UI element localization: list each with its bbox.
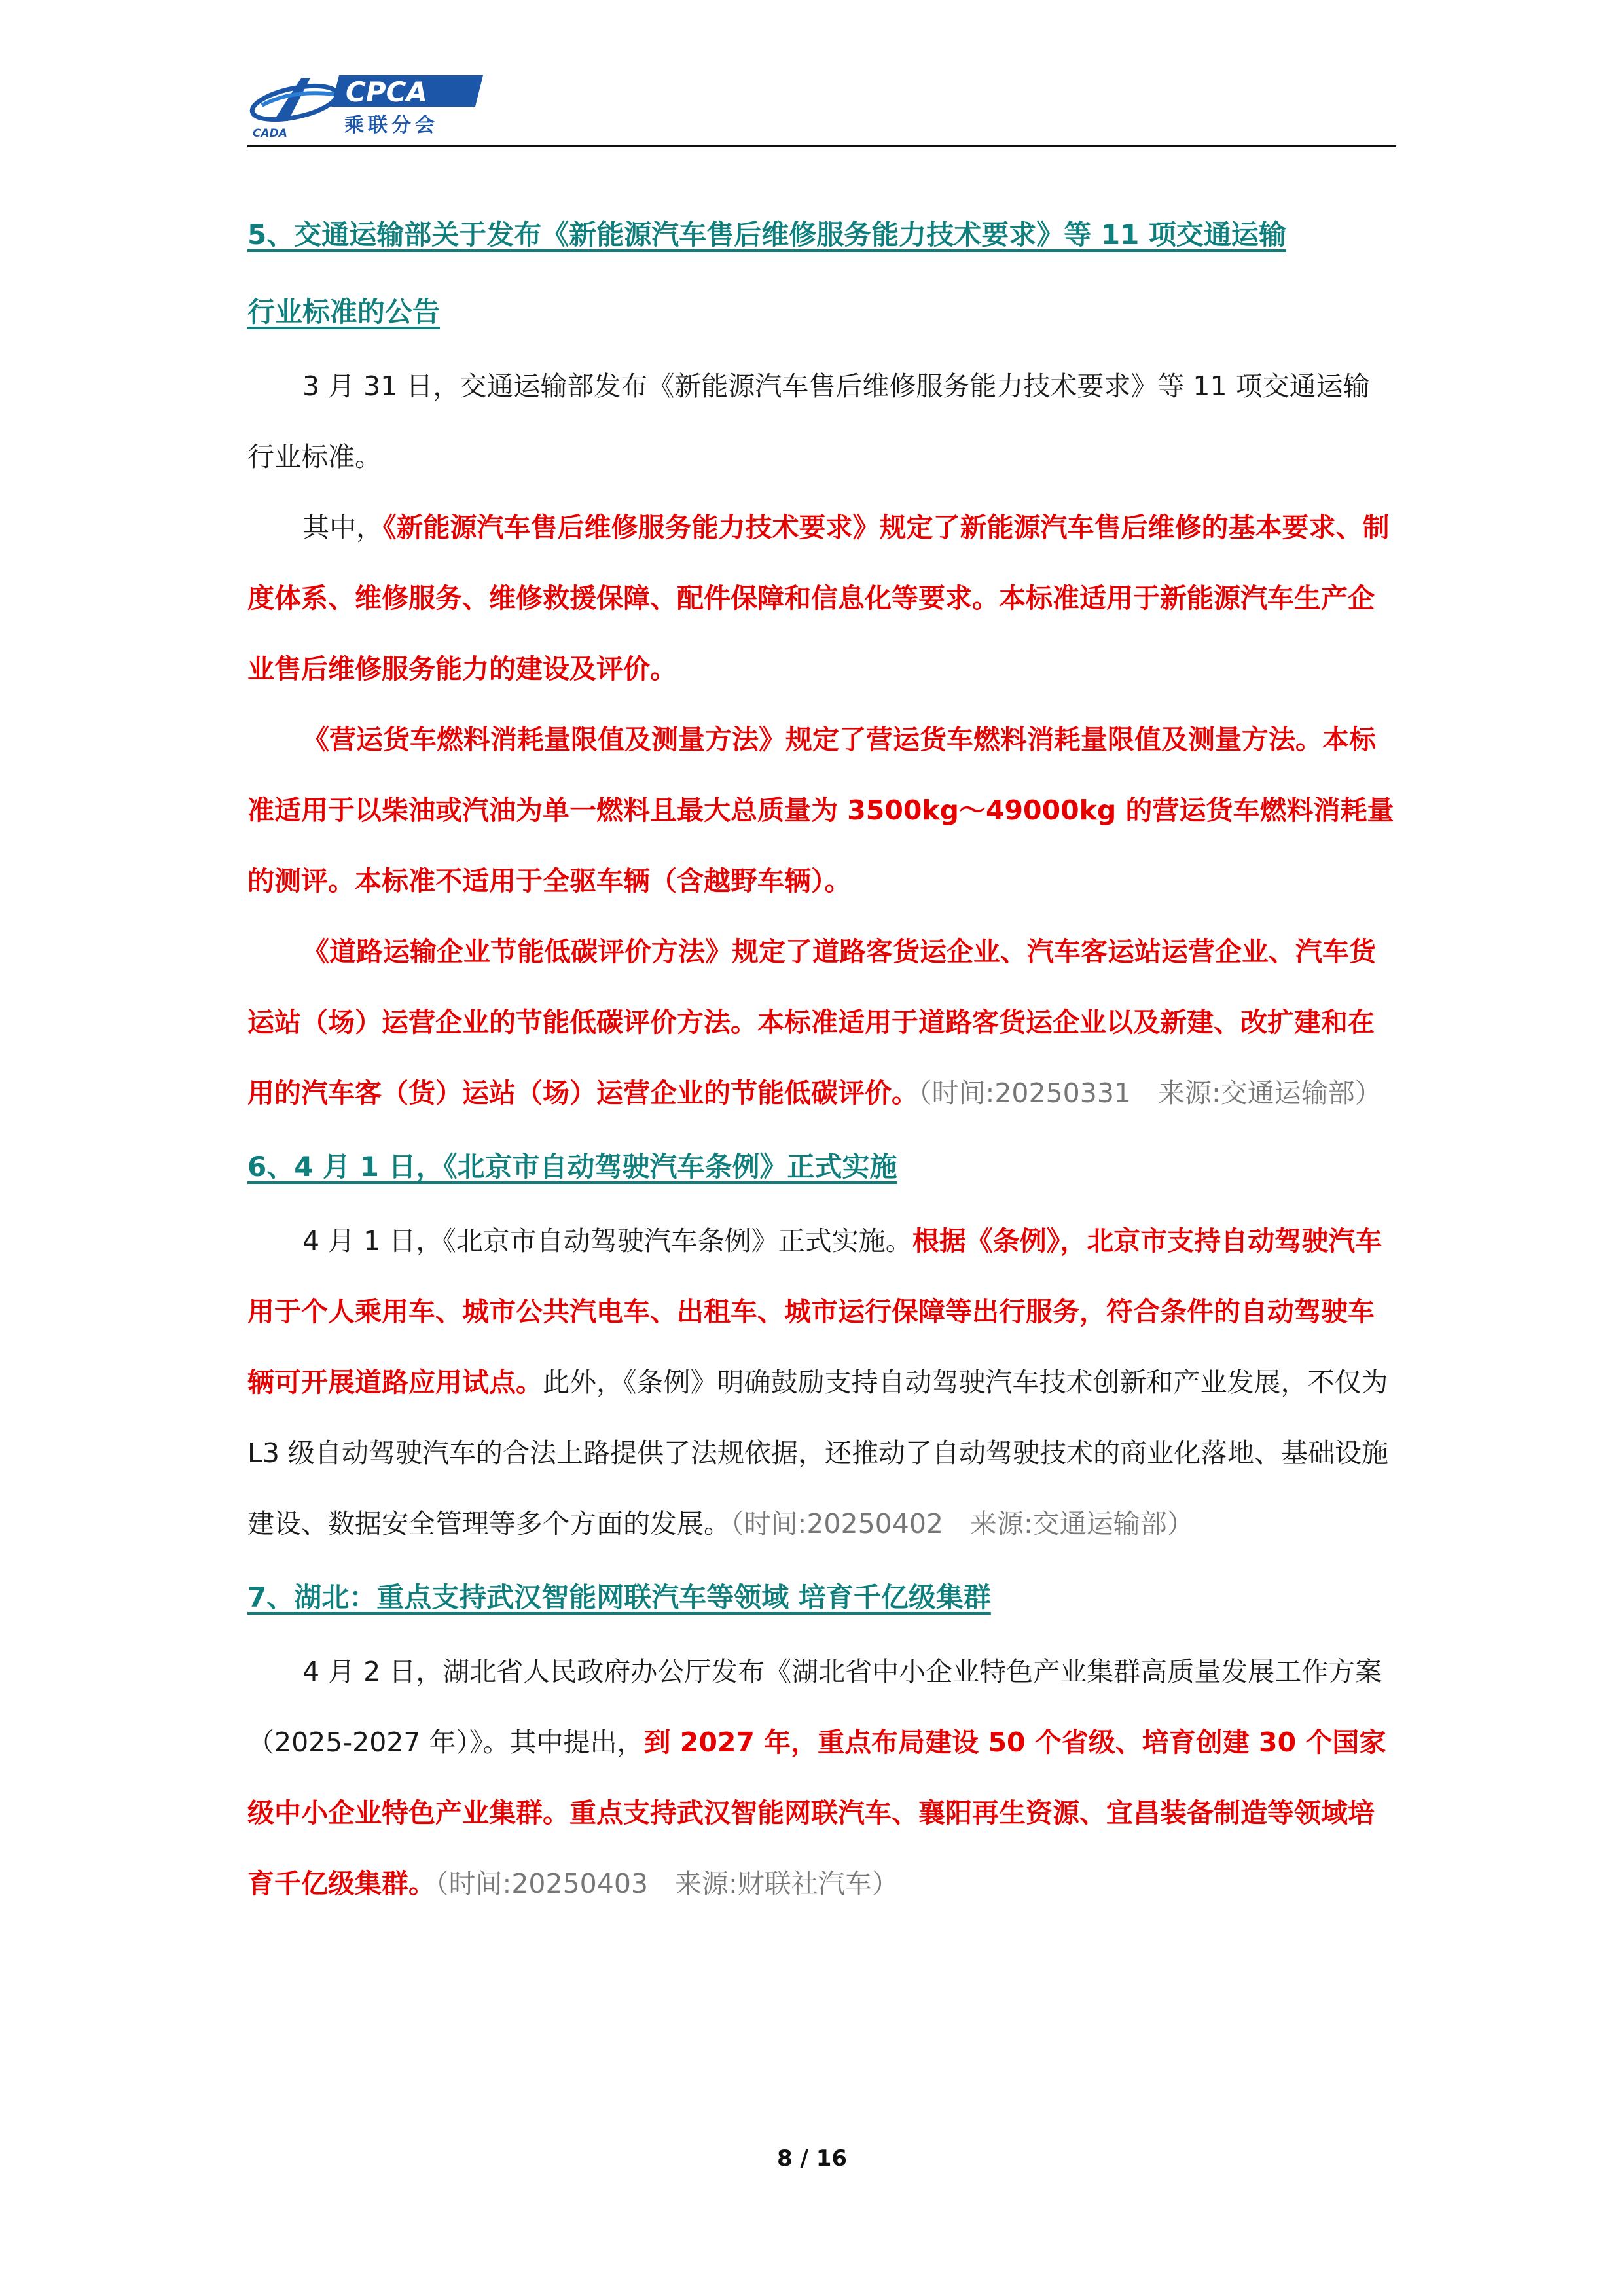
page-total: 16 [816, 2145, 848, 2172]
section-6-lead: 4 月 1 日，《北京市自动驾驶汽车条例》正式实施。 [302, 1225, 912, 1257]
section-7-source: （时间:20250403 来源:财联社汽车） [435, 1868, 899, 1899]
logo-text: CPCA [346, 76, 427, 108]
section-5-heading-line2: 行业标准的公告 [247, 296, 441, 328]
cpca-logo [247, 69, 483, 141]
logo-subtitle: 乘联分会 [344, 114, 439, 137]
section-5-p2-lead: 其中， [302, 512, 383, 543]
section-6-heading: 6、4 月 1 日，《北京市自动驾驶汽车条例》正式实施 [247, 1151, 897, 1183]
section-5-paragraph-2 [247, 492, 1396, 704]
section-5-p3-emphasis: 《营运货车燃料消耗量限值及测量方法》规定了营运货车燃料消耗量限值及测量方法。本标准适用于以柴油或汽油为单一燃料且最大总质量为 3500kg～49000kg 的营运货车燃料消耗量的测评。本标准不适用于全驱车辆（含越野车辆）。 [247, 724, 1394, 897]
page-separator: / [800, 2145, 808, 2172]
logo-mark-text: CADA [253, 127, 287, 140]
section-5-paragraph-1: 3 月 31 日，交通运输部发布《新能源汽车售后维修服务能力技术要求》等 11 项交通运输行业标准。 [247, 370, 1370, 473]
header-divider [247, 145, 1396, 147]
page-number [0, 2145, 1624, 2172]
section-7-emphasis: 到 2027 年，重点布局建设 50 个省级、培育创建 30 个国家级中小企业特色产业集群。重点支持武汉智能网联汽车、襄阳再生资源、宜昌装备制造等领域培育千亿级集群。 [247, 1727, 1386, 1899]
section-5-heading [247, 196, 1396, 351]
page-header [247, 62, 1396, 147]
section-6-tail: 此外，《条例》明确鼓励支持自动驾驶汽车技术创新和产业发展，不仅为 L3 级自动驾驶汽车的合法上路提供了法规依据，还推动了自动驾驶技术的商业化落地、基础设施建设、数据安全管理等多个方面的发展。 [247, 1367, 1388, 1539]
section-7-lead: 4 月 2 日，湖北省人民政府办公厅发布《湖北省中小企业特色产业集群高质量发展工作方案（2025-2027 年）》。其中提出， [247, 1656, 1382, 1758]
section-5-p2-emphasis: 《新能源汽车售后维修服务能力技术要求》规定了新能源汽车售后维修的基本要求、制度体系、维修服务、维修救援保障、配件保障和信息化等要求。本标准适用于新能源汽车生产企业售后维修服务能力的建设及评价。 [247, 512, 1390, 685]
section-6-emphasis: 根据《条例》，北京市支持自动驾驶汽车用于个人乘用车、城市公共汽电车、出租车、城市运行保障等出行服务，符合条件的自动驾驶车辆可开展道路应用试点。 [247, 1225, 1382, 1398]
section-6-source: （时间:20250402 来源:交通运输部） [731, 1508, 1194, 1539]
section-5-paragraph-3 [247, 704, 1396, 916]
page-current: 8 [776, 2145, 793, 2172]
section-5-p4-emphasis: 《道路运输企业节能低碳评价方法》规定了道路客货运企业、汽车客运站运营企业、汽车货运站（场）运营企业的节能低碳评价方法。本标准适用于道路客货运企业以及新建、改扩建和在用的汽车客（货）运站（场）运营企业的节能低碳评价。 [247, 936, 1376, 1109]
section-5-heading-line1: 5、交通运输部关于发布《新能源汽车售后维修服务能力技术要求》等 11 项交通运输 [247, 219, 1286, 251]
section-7-paragraph [247, 1636, 1396, 1919]
section-6-paragraph [247, 1206, 1396, 1559]
section-5-paragraph-4 [247, 916, 1396, 1128]
section-7-heading: 7、湖北：重点支持武汉智能网联汽车等领域 培育千亿级集群 [247, 1581, 991, 1613]
document-body [247, 196, 1396, 1919]
section-5-source: （时间:20250331 来源:交通运输部） [918, 1077, 1382, 1109]
